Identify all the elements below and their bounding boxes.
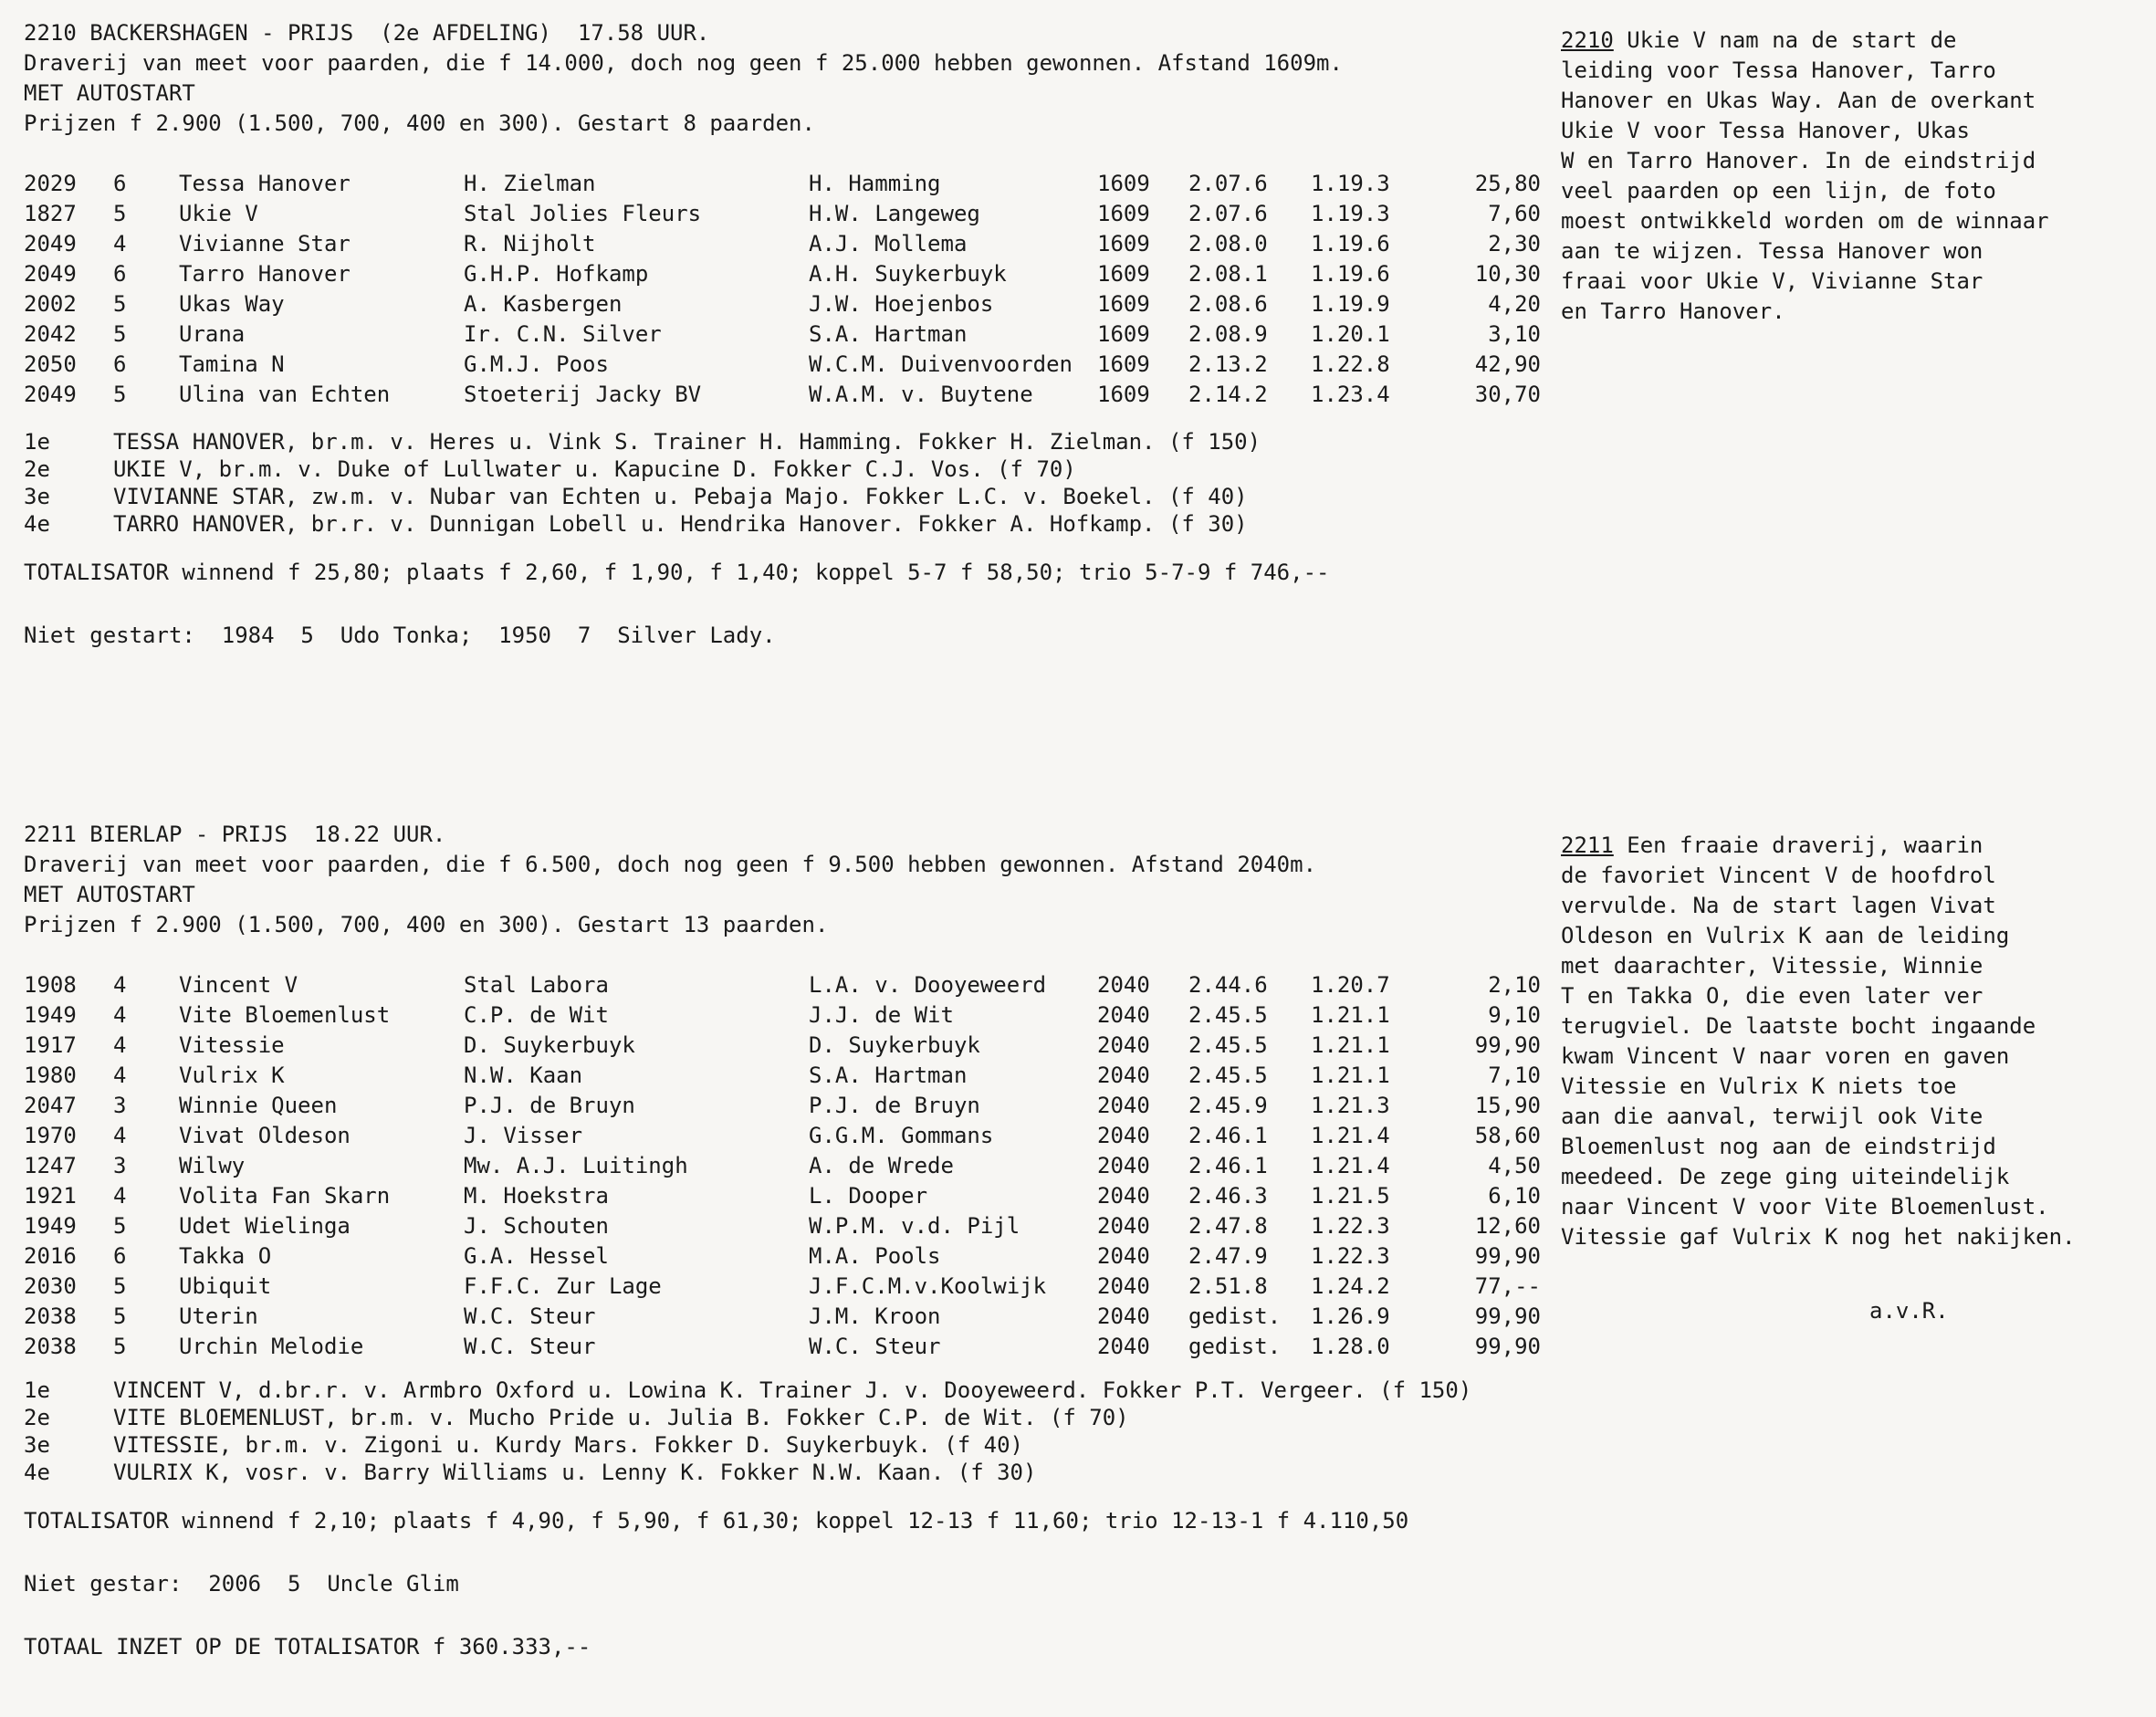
result-time: 2.08.9 bbox=[1188, 321, 1268, 347]
result-horse: Ulina van Echten bbox=[179, 382, 391, 407]
results-table bbox=[24, 970, 1541, 1362]
result-km: 1.21.1 bbox=[1311, 1002, 1390, 1028]
result-age: 6 bbox=[113, 351, 127, 377]
placing-row bbox=[24, 1404, 1557, 1431]
result-age: 5 bbox=[113, 1213, 127, 1239]
result-time: 2.51.8 bbox=[1188, 1273, 1268, 1299]
result-horse: Vivat Oldeson bbox=[179, 1123, 351, 1148]
result-driver: G.G.M. Gommans bbox=[809, 1123, 994, 1148]
result-time: gedist. bbox=[1188, 1334, 1282, 1359]
result-dist: 2040 bbox=[1097, 1093, 1150, 1118]
result-odds: 6,10 bbox=[1488, 1183, 1541, 1209]
result-dist: 2040 bbox=[1097, 1032, 1150, 1058]
result-driver: A.J. Mollema bbox=[809, 231, 968, 257]
result-nr: 1827 bbox=[24, 201, 77, 226]
result-owner: W.C. Steur bbox=[464, 1334, 596, 1359]
result-km: 1.21.4 bbox=[1311, 1153, 1390, 1178]
result-time: gedist. bbox=[1188, 1303, 1282, 1329]
result-km: 1.21.5 bbox=[1311, 1183, 1390, 1209]
not-started: Niet gestar: 2006 5 Uncle Glim bbox=[24, 1571, 459, 1597]
result-row bbox=[24, 970, 1541, 1000]
result-nr: 2049 bbox=[24, 261, 77, 287]
result-horse: Urchin Melodie bbox=[179, 1334, 364, 1359]
result-dist: 2040 bbox=[1097, 972, 1150, 998]
result-time: 2.07.6 bbox=[1188, 171, 1268, 196]
race-2211 bbox=[24, 820, 1557, 1662]
result-owner: H. Zielman bbox=[464, 171, 596, 196]
race-2210 bbox=[24, 18, 1557, 651]
placing-position: 2e bbox=[24, 456, 50, 482]
result-driver: J.M. Kroon bbox=[809, 1303, 941, 1329]
result-km: 1.21.1 bbox=[1311, 1063, 1390, 1088]
result-time: 2.45.9 bbox=[1188, 1093, 1268, 1118]
result-horse: Takka O bbox=[179, 1243, 272, 1269]
placing-position: 4e bbox=[24, 511, 50, 537]
result-driver: A.H. Suykerbuyk bbox=[809, 261, 1007, 287]
result-dist: 1609 bbox=[1097, 171, 1150, 196]
placing-text: UKIE V, br.m. v. Duke of Lullwater u. Kapucine D. Fokker C.J. Vos. (f 70) bbox=[113, 456, 1076, 482]
result-age: 6 bbox=[113, 261, 127, 287]
result-odds: 42,90 bbox=[1474, 351, 1541, 377]
result-odds: 2,10 bbox=[1488, 972, 1541, 998]
result-owner: Stal Jolies Fleurs bbox=[464, 201, 702, 226]
result-row bbox=[24, 259, 1541, 289]
result-horse: Vitessie bbox=[179, 1032, 285, 1058]
result-age: 5 bbox=[113, 1273, 127, 1299]
result-odds: 4,20 bbox=[1488, 291, 1541, 317]
prizes: Prijzen f 2.900 (1.500, 700, 400 en 300). Gestart 8 paarden. bbox=[24, 110, 815, 136]
result-horse: Tessa Hanover bbox=[179, 171, 351, 196]
result-horse: Tamina N bbox=[179, 351, 285, 377]
result-age: 5 bbox=[113, 1303, 127, 1329]
result-time: 2.46.1 bbox=[1188, 1123, 1268, 1148]
result-dist: 2040 bbox=[1097, 1063, 1150, 1088]
result-row bbox=[24, 1211, 1541, 1241]
result-horse: Udet Wielinga bbox=[179, 1213, 351, 1239]
result-odds: 10,30 bbox=[1474, 261, 1541, 287]
result-owner: D. Suykerbuyk bbox=[464, 1032, 635, 1058]
results-body bbox=[24, 970, 1541, 1362]
result-nr: 2016 bbox=[24, 1243, 77, 1269]
result-age: 4 bbox=[113, 1183, 127, 1209]
result-horse: Ukas Way bbox=[179, 291, 285, 317]
race-report-2210 bbox=[1561, 26, 2145, 327]
result-row bbox=[24, 199, 1541, 229]
result-row bbox=[24, 1061, 1541, 1091]
result-dist: 2040 bbox=[1097, 1273, 1150, 1299]
result-dist: 2040 bbox=[1097, 1213, 1150, 1239]
result-odds: 15,90 bbox=[1474, 1093, 1541, 1118]
result-dist: 1609 bbox=[1097, 351, 1150, 377]
result-owner: F.F.C. Zur Lage bbox=[464, 1273, 662, 1299]
result-row bbox=[24, 1000, 1541, 1031]
results-body bbox=[24, 169, 1541, 410]
placings bbox=[24, 428, 1557, 538]
result-row bbox=[24, 380, 1541, 410]
result-age: 4 bbox=[113, 231, 127, 257]
result-time: 2.14.2 bbox=[1188, 382, 1268, 407]
result-horse: Vite Bloemenlust bbox=[179, 1002, 391, 1028]
result-odds: 30,70 bbox=[1474, 382, 1541, 407]
result-odds: 58,60 bbox=[1474, 1123, 1541, 1148]
result-time: 2.45.5 bbox=[1188, 1032, 1268, 1058]
result-nr: 1980 bbox=[24, 1063, 77, 1088]
result-dist: 2040 bbox=[1097, 1183, 1150, 1209]
totalisator: TOTALISATOR winnend f 25,80; plaats f 2,60, f 1,90, f 1,40; koppel 5-7 f 58,50; trio 5-7-9 f 746,-- bbox=[24, 560, 1330, 585]
result-odds: 3,10 bbox=[1488, 321, 1541, 347]
result-horse: Ubiquit bbox=[179, 1273, 272, 1299]
report-text: Een fraaie draverij, waarin de favoriet Vincent V de hoofdrol vervulde. Na de start lagen Vivat Oldeson en Vulrix K aan de leiding met daarachter, Vitessie, Winnie T en Takka O, die even later ver terugviel. De laatste bocht ingaande kwam Vincent V naar voren en gaven Vitessie en Vulrix K niets toe aan die aanval, terwijl ook Vite Bloemenlust nog aan de eindstrijd meedeed. De zege ging uiteindelijk naar Vincent V voor Vite Bloemenlust. Vitessie gaf Vulrix K nog het nakijken. bbox=[1561, 832, 2076, 1250]
result-age: 4 bbox=[113, 1002, 127, 1028]
result-row bbox=[24, 1181, 1541, 1211]
result-km: 1.19.6 bbox=[1311, 231, 1390, 257]
placing-position: 1e bbox=[24, 1377, 50, 1403]
result-dist: 1609 bbox=[1097, 201, 1150, 226]
result-odds: 77,-- bbox=[1474, 1273, 1541, 1299]
result-nr: 2002 bbox=[24, 291, 77, 317]
result-time: 2.46.3 bbox=[1188, 1183, 1268, 1209]
result-row bbox=[24, 229, 1541, 259]
result-time: 2.07.6 bbox=[1188, 201, 1268, 226]
result-time: 2.47.9 bbox=[1188, 1243, 1268, 1269]
start-type: MET AUTOSTART bbox=[24, 80, 195, 106]
result-row bbox=[24, 1121, 1541, 1151]
result-driver: W.P.M. v.d. Pijl bbox=[809, 1213, 1020, 1239]
author-signature: a.v.R. bbox=[1869, 1298, 1949, 1324]
result-dist: 1609 bbox=[1097, 291, 1150, 317]
result-owner: C.P. de Wit bbox=[464, 1002, 609, 1028]
result-time: 2.08.0 bbox=[1188, 231, 1268, 257]
placing-position: 4e bbox=[24, 1460, 50, 1485]
result-horse: Vivianne Star bbox=[179, 231, 351, 257]
race-description: Draverij van meet voor paarden, die f 14.000, doch nog geen f 25.000 hebben gewonnen. Afstand 1609m. bbox=[24, 50, 1343, 76]
result-horse: Urana bbox=[179, 321, 246, 347]
result-time: 2.08.1 bbox=[1188, 261, 1268, 287]
result-time: 2.46.1 bbox=[1188, 1153, 1268, 1178]
result-driver: W.A.M. v. Buytene bbox=[809, 382, 1033, 407]
result-age: 5 bbox=[113, 321, 127, 347]
result-nr: 1949 bbox=[24, 1213, 77, 1239]
result-driver: P.J. de Bruyn bbox=[809, 1093, 980, 1118]
result-owner: A. Kasbergen bbox=[464, 291, 623, 317]
placing-row bbox=[24, 455, 1557, 483]
result-horse: Wilwy bbox=[179, 1153, 246, 1178]
result-odds: 99,90 bbox=[1474, 1032, 1541, 1058]
total-stake: TOTAAL INZET OP DE TOTALISATOR f 360.333,-- bbox=[24, 1634, 591, 1659]
result-age: 4 bbox=[113, 1123, 127, 1148]
placing-position: 3e bbox=[24, 1432, 50, 1458]
placing-text: VITE BLOEMENLUST, br.m. v. Mucho Pride u. Julia B. Fokker C.P. de Wit. (f 70) bbox=[113, 1405, 1129, 1430]
placing-row bbox=[24, 483, 1557, 510]
result-driver: D. Suykerbuyk bbox=[809, 1032, 980, 1058]
result-dist: 1609 bbox=[1097, 261, 1150, 287]
prizes: Prijzen f 2.900 (1.500, 700, 400 en 300). Gestart 13 paarden. bbox=[24, 912, 829, 937]
result-row bbox=[24, 1091, 1541, 1121]
result-owner: G.H.P. Hofkamp bbox=[464, 261, 649, 287]
result-odds: 9,10 bbox=[1488, 1002, 1541, 1028]
totalisator: TOTALISATOR winnend f 2,10; plaats f 4,90, f 5,90, f 61,30; koppel 12-13 f 11,60; trio 12-13-1 f 4.110,50 bbox=[24, 1508, 1409, 1534]
result-nr: 1921 bbox=[24, 1183, 77, 1209]
result-driver: S.A. Hartman bbox=[809, 1063, 968, 1088]
result-row bbox=[24, 319, 1541, 350]
result-driver: M.A. Pools bbox=[809, 1243, 941, 1269]
result-nr: 2050 bbox=[24, 351, 77, 377]
result-row bbox=[24, 1241, 1541, 1272]
result-time: 2.47.8 bbox=[1188, 1213, 1268, 1239]
result-driver: J.F.C.M.v.Koolwijk bbox=[809, 1273, 1047, 1299]
result-row bbox=[24, 1031, 1541, 1061]
result-driver: S.A. Hartman bbox=[809, 321, 968, 347]
result-dist: 1609 bbox=[1097, 321, 1150, 347]
result-nr: 1908 bbox=[24, 972, 77, 998]
result-owner: Ir. C.N. Silver bbox=[464, 321, 662, 347]
result-km: 1.19.6 bbox=[1311, 261, 1390, 287]
placing-row bbox=[24, 428, 1557, 455]
placing-text: VITESSIE, br.m. v. Zigoni u. Kurdy Mars. Fokker D. Suykerbuyk. (f 40) bbox=[113, 1432, 1023, 1458]
placing-text: TARRO HANOVER, br.r. v. Dunnigan Lobell u. Hendrika Hanover. Fokker A. Hofkamp. (f 30) bbox=[113, 511, 1248, 537]
placings bbox=[24, 1377, 1557, 1486]
result-nr: 2030 bbox=[24, 1273, 77, 1299]
result-odds: 4,50 bbox=[1488, 1153, 1541, 1178]
result-age: 4 bbox=[113, 1063, 127, 1088]
result-horse: Ukie V bbox=[179, 201, 258, 226]
result-km: 1.21.1 bbox=[1311, 1032, 1390, 1058]
result-age: 5 bbox=[113, 1334, 127, 1359]
placing-row bbox=[24, 1431, 1557, 1459]
not-started: Niet gestart: 1984 5 Udo Tonka; 1950 7 Silver Lady. bbox=[24, 623, 776, 648]
result-km: 1.21.4 bbox=[1311, 1123, 1390, 1148]
result-owner: P.J. de Bruyn bbox=[464, 1093, 635, 1118]
result-horse: Volita Fan Skarn bbox=[179, 1183, 391, 1209]
result-nr: 1949 bbox=[24, 1002, 77, 1028]
start-type: MET AUTOSTART bbox=[24, 882, 195, 907]
result-row bbox=[24, 1151, 1541, 1181]
placing-text: TESSA HANOVER, br.m. v. Heres u. Vink S. Trainer H. Hamming. Fokker H. Zielman. (f 150) bbox=[113, 429, 1261, 455]
result-odds: 2,30 bbox=[1488, 231, 1541, 257]
result-km: 1.19.3 bbox=[1311, 171, 1390, 196]
race-heading: 2211 BIERLAP - PRIJS 18.22 UUR. bbox=[24, 822, 446, 847]
result-owner: Stal Labora bbox=[464, 972, 609, 998]
result-time: 2.13.2 bbox=[1188, 351, 1268, 377]
result-nr: 1247 bbox=[24, 1153, 77, 1178]
placing-text: VIVIANNE STAR, zw.m. v. Nubar van Echten u. Pebaja Majo. Fokker L.C. v. Boekel. (f 40) bbox=[113, 484, 1248, 509]
result-odds: 99,90 bbox=[1474, 1334, 1541, 1359]
placing-row bbox=[24, 1459, 1557, 1486]
result-age: 3 bbox=[113, 1093, 127, 1118]
result-owner: J. Visser bbox=[464, 1123, 583, 1148]
result-time: 2.45.5 bbox=[1188, 1002, 1268, 1028]
result-km: 1.23.4 bbox=[1311, 382, 1390, 407]
result-nr: 2042 bbox=[24, 321, 77, 347]
result-nr: 2038 bbox=[24, 1334, 77, 1359]
result-row bbox=[24, 1272, 1541, 1302]
result-odds: 99,90 bbox=[1474, 1303, 1541, 1329]
placing-row bbox=[24, 510, 1557, 538]
race-report-2211 bbox=[1561, 831, 2145, 1252]
result-owner: M. Hoekstra bbox=[464, 1183, 609, 1209]
result-driver: W.C.M. Duivenvoorden bbox=[809, 351, 1073, 377]
placing-text: VULRIX K, vosr. v. Barry Williams u. Lenny K. Fokker N.W. Kaan. (f 30) bbox=[113, 1460, 1037, 1485]
result-owner: Mw. A.J. Luitingh bbox=[464, 1153, 688, 1178]
result-driver: A. de Wrede bbox=[809, 1153, 954, 1178]
result-age: 5 bbox=[113, 291, 127, 317]
result-driver: W.C. Steur bbox=[809, 1334, 941, 1359]
result-driver: H.W. Langeweg bbox=[809, 201, 980, 226]
report-number: 2210 bbox=[1561, 27, 1614, 53]
result-nr: 2049 bbox=[24, 382, 77, 407]
result-km: 1.26.9 bbox=[1311, 1303, 1390, 1329]
result-dist: 2040 bbox=[1097, 1153, 1150, 1178]
result-driver: L.A. v. Dooyeweerd bbox=[809, 972, 1047, 998]
result-horse: Vulrix K bbox=[179, 1063, 285, 1088]
result-time: 2.45.5 bbox=[1188, 1063, 1268, 1088]
results-table bbox=[24, 169, 1541, 410]
result-dist: 2040 bbox=[1097, 1243, 1150, 1269]
result-row bbox=[24, 289, 1541, 319]
result-driver: J.J. de Wit bbox=[809, 1002, 954, 1028]
result-horse: Vincent V bbox=[179, 972, 298, 998]
result-nr: 2038 bbox=[24, 1303, 77, 1329]
result-time: 2.44.6 bbox=[1188, 972, 1268, 998]
result-row bbox=[24, 169, 1541, 199]
result-odds: 25,80 bbox=[1474, 171, 1541, 196]
result-owner: N.W. Kaan bbox=[464, 1063, 583, 1088]
result-km: 1.22.8 bbox=[1311, 351, 1390, 377]
result-horse: Uterin bbox=[179, 1303, 258, 1329]
result-dist: 1609 bbox=[1097, 382, 1150, 407]
result-driver: L. Dooper bbox=[809, 1183, 928, 1209]
result-owner: J. Schouten bbox=[464, 1213, 609, 1239]
placing-text: VINCENT V, d.br.r. v. Armbro Oxford u. Lowina K. Trainer J. v. Dooyeweerd. Fokker P.T. Vergeer. (f 150) bbox=[113, 1377, 1472, 1403]
result-nr: 2049 bbox=[24, 231, 77, 257]
result-row bbox=[24, 350, 1541, 380]
result-odds: 7,10 bbox=[1488, 1063, 1541, 1088]
result-km: 1.22.3 bbox=[1311, 1243, 1390, 1269]
placing-position: 1e bbox=[24, 429, 50, 455]
result-dist: 2040 bbox=[1097, 1303, 1150, 1329]
result-owner: W.C. Steur bbox=[464, 1303, 596, 1329]
result-row bbox=[24, 1302, 1541, 1332]
result-dist: 2040 bbox=[1097, 1123, 1150, 1148]
result-driver: H. Hamming bbox=[809, 171, 941, 196]
result-dist: 1609 bbox=[1097, 231, 1150, 257]
report-text: Ukie V nam na de start de leiding voor Tessa Hanover, Tarro Hanover en Ukas Way. Aan de overkant Ukie V voor Tessa Hanover, Ukas W en Tarro Hanover. In de eindstrijd veel paarden op een lijn, de foto moest ontwikkeld worden om de winnaar aan te wijzen. Tessa Hanover won fraai voor Ukie V, Vivianne Star en Tarro Hanover. bbox=[1561, 27, 2049, 324]
result-driver: J.W. Hoejenbos bbox=[809, 291, 994, 317]
result-age: 5 bbox=[113, 201, 127, 226]
result-owner: R. Nijholt bbox=[464, 231, 596, 257]
result-km: 1.20.7 bbox=[1311, 972, 1390, 998]
result-time: 2.08.6 bbox=[1188, 291, 1268, 317]
placing-position: 2e bbox=[24, 1405, 50, 1430]
result-horse: Tarro Hanover bbox=[179, 261, 351, 287]
race-description: Draverij van meet voor paarden, die f 6.500, doch nog geen f 9.500 hebben gewonnen. Afstand 2040m. bbox=[24, 852, 1317, 877]
result-odds: 99,90 bbox=[1474, 1243, 1541, 1269]
result-horse: Winnie Queen bbox=[179, 1093, 338, 1118]
result-age: 5 bbox=[113, 382, 127, 407]
result-row bbox=[24, 1332, 1541, 1362]
result-km: 1.24.2 bbox=[1311, 1273, 1390, 1299]
result-dist: 2040 bbox=[1097, 1002, 1150, 1028]
report-number: 2211 bbox=[1561, 832, 1614, 858]
result-owner: Stoeterij Jacky BV bbox=[464, 382, 702, 407]
result-nr: 2029 bbox=[24, 171, 77, 196]
result-odds: 7,60 bbox=[1488, 201, 1541, 226]
race-heading: 2210 BACKERSHAGEN - PRIJS (2e AFDELING) 17.58 UUR. bbox=[24, 20, 710, 46]
result-age: 6 bbox=[113, 1243, 127, 1269]
placing-position: 3e bbox=[24, 484, 50, 509]
result-nr: 1970 bbox=[24, 1123, 77, 1148]
result-km: 1.19.9 bbox=[1311, 291, 1390, 317]
result-age: 6 bbox=[113, 171, 127, 196]
result-owner: G.A. Hessel bbox=[464, 1243, 609, 1269]
result-age: 3 bbox=[113, 1153, 127, 1178]
result-km: 1.20.1 bbox=[1311, 321, 1390, 347]
result-age: 4 bbox=[113, 1032, 127, 1058]
placing-row bbox=[24, 1377, 1557, 1404]
result-km: 1.19.3 bbox=[1311, 201, 1390, 226]
result-nr: 2047 bbox=[24, 1093, 77, 1118]
result-km: 1.28.0 bbox=[1311, 1334, 1390, 1359]
result-owner: G.M.J. Poos bbox=[464, 351, 609, 377]
result-odds: 12,60 bbox=[1474, 1213, 1541, 1239]
result-km: 1.22.3 bbox=[1311, 1213, 1390, 1239]
result-km: 1.21.3 bbox=[1311, 1093, 1390, 1118]
result-dist: 2040 bbox=[1097, 1334, 1150, 1359]
result-age: 4 bbox=[113, 972, 127, 998]
result-nr: 1917 bbox=[24, 1032, 77, 1058]
